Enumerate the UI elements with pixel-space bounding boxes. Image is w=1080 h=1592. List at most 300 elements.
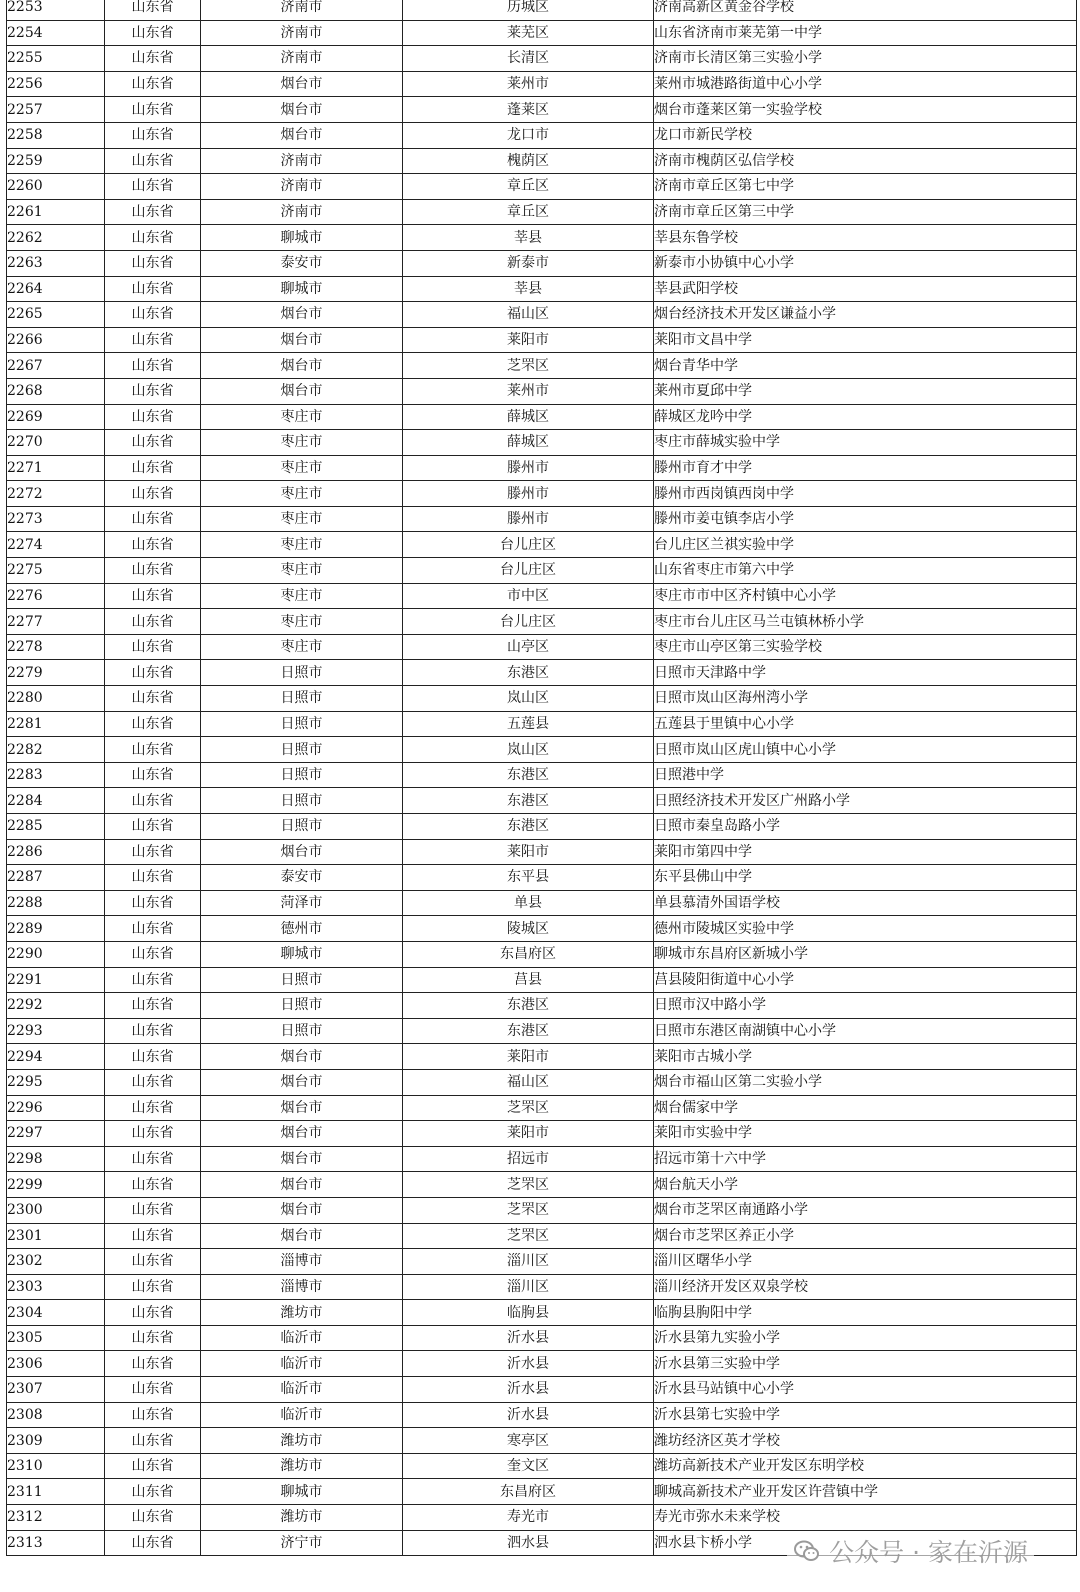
district-cell: 台儿庄区 [403, 609, 654, 635]
district-cell: 岚山区 [403, 737, 654, 763]
row-number-cell: 2280 [7, 686, 105, 712]
school-name-cell: 日照港中学 [654, 762, 1077, 788]
school-list-table [6, 0, 1077, 1556]
district-cell: 招远市 [403, 1146, 654, 1172]
table-row [7, 1274, 1077, 1300]
school-name-cell: 招远市第十六中学 [654, 1146, 1077, 1172]
table-row [7, 148, 1077, 174]
school-name-cell: 潍坊高新技术产业开发区东明学校 [654, 1453, 1077, 1479]
table-row [7, 737, 1077, 763]
city-cell: 枣庄市 [201, 634, 403, 660]
row-number-cell: 2296 [7, 1095, 105, 1121]
row-number-cell: 2254 [7, 20, 105, 46]
province-cell: 山东省 [105, 1300, 201, 1326]
school-name-cell: 沂水县第九实验小学 [654, 1325, 1077, 1351]
row-number-cell: 2279 [7, 660, 105, 686]
row-number-cell: 2274 [7, 532, 105, 558]
school-name-cell: 烟台儒家中学 [654, 1095, 1077, 1121]
district-cell: 莱阳市 [403, 1044, 654, 1070]
row-number-cell: 2297 [7, 1121, 105, 1147]
school-name-cell: 枣庄市台儿庄区马兰屯镇林桥小学 [654, 609, 1077, 635]
school-name-cell: 潍坊经济区英才学校 [654, 1428, 1077, 1454]
row-number-cell: 2270 [7, 430, 105, 456]
district-cell: 莱阳市 [403, 839, 654, 865]
province-cell: 山东省 [105, 1530, 201, 1556]
city-cell: 日照市 [201, 660, 403, 686]
wechat-icon [793, 1537, 821, 1565]
province-cell: 山东省 [105, 890, 201, 916]
district-cell: 龙口市 [403, 122, 654, 148]
district-cell: 东平县 [403, 865, 654, 891]
row-number-cell: 2300 [7, 1197, 105, 1223]
table-row [7, 1351, 1077, 1377]
province-cell: 山东省 [105, 1095, 201, 1121]
table-row [7, 71, 1077, 97]
table-row [7, 634, 1077, 660]
school-name-cell: 台儿庄区兰祺实验中学 [654, 532, 1077, 558]
province-cell: 山东省 [105, 481, 201, 507]
row-number-cell: 2298 [7, 1146, 105, 1172]
row-number-cell: 2276 [7, 583, 105, 609]
watermark [787, 1531, 1034, 1571]
district-cell: 章丘区 [403, 199, 654, 225]
province-cell: 山东省 [105, 1018, 201, 1044]
row-number-cell: 2269 [7, 404, 105, 430]
province-cell: 山东省 [105, 327, 201, 353]
province-cell: 山东省 [105, 404, 201, 430]
row-number-cell: 2306 [7, 1351, 105, 1377]
table-row [7, 788, 1077, 814]
city-cell: 济南市 [201, 148, 403, 174]
district-cell: 莒县 [403, 967, 654, 993]
province-cell: 山东省 [105, 1453, 201, 1479]
row-number-cell: 2262 [7, 225, 105, 251]
district-cell: 东港区 [403, 1018, 654, 1044]
province-cell: 山东省 [105, 916, 201, 942]
table-row [7, 1069, 1077, 1095]
row-number-cell: 2302 [7, 1249, 105, 1275]
district-cell: 市中区 [403, 583, 654, 609]
district-cell: 章丘区 [403, 174, 654, 200]
row-number-cell: 2285 [7, 814, 105, 840]
city-cell: 烟台市 [201, 327, 403, 353]
table-row [7, 890, 1077, 916]
city-cell: 日照市 [201, 711, 403, 737]
city-cell: 枣庄市 [201, 506, 403, 532]
row-number-cell: 2304 [7, 1300, 105, 1326]
city-cell: 枣庄市 [201, 481, 403, 507]
district-cell: 临朐县 [403, 1300, 654, 1326]
school-name-cell: 日照市秦皇岛路小学 [654, 814, 1077, 840]
school-name-cell: 烟台市芝罘区南通路小学 [654, 1197, 1077, 1223]
district-cell: 沂水县 [403, 1402, 654, 1428]
province-cell: 山东省 [105, 1249, 201, 1275]
table-row [7, 97, 1077, 123]
row-number-cell: 2294 [7, 1044, 105, 1070]
row-number-cell: 2289 [7, 916, 105, 942]
table-row [7, 1479, 1077, 1505]
row-number-cell: 2267 [7, 353, 105, 379]
watermark-text: 公众号 · 家在沂源 [829, 1538, 1028, 1567]
school-name-cell: 枣庄市市中区齐村镇中心小学 [654, 583, 1077, 609]
school-name-cell: 日照市岚山区虎山镇中心小学 [654, 737, 1077, 763]
district-cell: 芝罘区 [403, 1095, 654, 1121]
city-cell: 烟台市 [201, 1121, 403, 1147]
city-cell: 济南市 [201, 199, 403, 225]
table-row [7, 250, 1077, 276]
city-cell: 聊城市 [201, 1479, 403, 1505]
school-name-cell: 沂水县第三实验中学 [654, 1351, 1077, 1377]
province-cell: 山东省 [105, 1121, 201, 1147]
city-cell: 日照市 [201, 1018, 403, 1044]
table-row [7, 1377, 1077, 1403]
district-cell: 滕州市 [403, 455, 654, 481]
table-row [7, 430, 1077, 456]
district-cell: 槐荫区 [403, 148, 654, 174]
school-name-cell: 莱阳市古城小学 [654, 1044, 1077, 1070]
province-cell: 山东省 [105, 148, 201, 174]
district-cell: 岚山区 [403, 686, 654, 712]
district-cell: 长清区 [403, 46, 654, 72]
row-number-cell: 2273 [7, 506, 105, 532]
province-cell: 山东省 [105, 558, 201, 584]
city-cell: 济南市 [201, 174, 403, 200]
district-cell: 芝罘区 [403, 1197, 654, 1223]
city-cell: 济南市 [201, 0, 403, 20]
province-cell: 山东省 [105, 378, 201, 404]
province-cell: 山东省 [105, 1505, 201, 1531]
row-number-cell: 2287 [7, 865, 105, 891]
school-name-cell: 日照经济技术开发区广州路小学 [654, 788, 1077, 814]
table-row [7, 378, 1077, 404]
row-number-cell: 2313 [7, 1530, 105, 1556]
row-number-cell: 2282 [7, 737, 105, 763]
province-cell: 山东省 [105, 1402, 201, 1428]
city-cell: 日照市 [201, 814, 403, 840]
table-row [7, 1146, 1077, 1172]
table-row [7, 276, 1077, 302]
table-row [7, 1172, 1077, 1198]
table-row [7, 814, 1077, 840]
province-cell: 山东省 [105, 1146, 201, 1172]
city-cell: 泰安市 [201, 865, 403, 891]
district-cell: 沂水县 [403, 1325, 654, 1351]
row-number-cell: 2264 [7, 276, 105, 302]
city-cell: 烟台市 [201, 1172, 403, 1198]
table-row [7, 583, 1077, 609]
district-cell: 沂水县 [403, 1351, 654, 1377]
school-name-cell: 烟台市芝罘区养正小学 [654, 1223, 1077, 1249]
school-name-cell: 淄川经济开发区双泉学校 [654, 1274, 1077, 1300]
table-row [7, 0, 1077, 20]
row-number-cell: 2284 [7, 788, 105, 814]
table-row [7, 404, 1077, 430]
district-cell: 福山区 [403, 1069, 654, 1095]
school-name-cell: 沂水县第七实验中学 [654, 1402, 1077, 1428]
city-cell: 济南市 [201, 20, 403, 46]
district-cell: 五莲县 [403, 711, 654, 737]
province-cell: 山东省 [105, 839, 201, 865]
school-name-cell: 临朐县朐阳中学 [654, 1300, 1077, 1326]
district-cell: 福山区 [403, 302, 654, 328]
province-cell: 山东省 [105, 686, 201, 712]
district-cell: 东昌府区 [403, 1479, 654, 1505]
row-number-cell: 2305 [7, 1325, 105, 1351]
district-cell: 奎文区 [403, 1453, 654, 1479]
city-cell: 烟台市 [201, 122, 403, 148]
row-number-cell: 2265 [7, 302, 105, 328]
city-cell: 潍坊市 [201, 1300, 403, 1326]
row-number-cell: 2291 [7, 967, 105, 993]
school-name-cell: 烟台经济技术开发区谦益小学 [654, 302, 1077, 328]
city-cell: 烟台市 [201, 1069, 403, 1095]
row-number-cell: 2261 [7, 199, 105, 225]
school-name-cell: 德州市陵城区实验中学 [654, 916, 1077, 942]
row-number-cell: 2268 [7, 378, 105, 404]
school-name-cell: 单县慕清外国语学校 [654, 890, 1077, 916]
province-cell: 山东省 [105, 71, 201, 97]
province-cell: 山东省 [105, 1044, 201, 1070]
province-cell: 山东省 [105, 762, 201, 788]
row-number-cell: 2290 [7, 941, 105, 967]
table-row [7, 865, 1077, 891]
district-cell: 蓬莱区 [403, 97, 654, 123]
city-cell: 枣庄市 [201, 558, 403, 584]
school-name-cell: 莘县武阳学校 [654, 276, 1077, 302]
table-row [7, 558, 1077, 584]
district-cell: 淄川区 [403, 1249, 654, 1275]
row-number-cell: 2272 [7, 481, 105, 507]
school-name-cell: 五莲县于里镇中心小学 [654, 711, 1077, 737]
city-cell: 烟台市 [201, 97, 403, 123]
province-cell: 山东省 [105, 865, 201, 891]
school-name-cell: 莱州市夏邱中学 [654, 378, 1077, 404]
school-name-cell: 日照市岚山区海州湾小学 [654, 686, 1077, 712]
row-number-cell: 2253 [7, 0, 105, 20]
row-number-cell: 2308 [7, 1402, 105, 1428]
row-number-cell: 2311 [7, 1479, 105, 1505]
district-cell: 泗水县 [403, 1530, 654, 1556]
province-cell: 山东省 [105, 20, 201, 46]
table-row [7, 762, 1077, 788]
city-cell: 烟台市 [201, 1095, 403, 1121]
city-cell: 烟台市 [201, 1197, 403, 1223]
city-cell: 烟台市 [201, 1146, 403, 1172]
district-cell: 滕州市 [403, 506, 654, 532]
row-number-cell: 2260 [7, 174, 105, 200]
school-name-cell: 新泰市小协镇中心小学 [654, 250, 1077, 276]
school-name-cell: 莱阳市第四中学 [654, 839, 1077, 865]
city-cell: 菏泽市 [201, 890, 403, 916]
city-cell: 淄博市 [201, 1274, 403, 1300]
school-name-cell: 莱阳市文昌中学 [654, 327, 1077, 353]
province-cell: 山东省 [105, 967, 201, 993]
school-name-cell: 日照市汉中路小学 [654, 993, 1077, 1019]
province-cell: 山东省 [105, 1479, 201, 1505]
district-cell: 山亭区 [403, 634, 654, 660]
province-cell: 山东省 [105, 1197, 201, 1223]
row-number-cell: 2301 [7, 1223, 105, 1249]
table-row [7, 302, 1077, 328]
city-cell: 日照市 [201, 967, 403, 993]
district-cell: 滕州市 [403, 481, 654, 507]
row-number-cell: 2309 [7, 1428, 105, 1454]
school-name-cell: 莱州市城港路街道中心小学 [654, 71, 1077, 97]
school-name-cell: 莱阳市实验中学 [654, 1121, 1077, 1147]
province-cell: 山东省 [105, 430, 201, 456]
province-cell: 山东省 [105, 1223, 201, 1249]
table-row [7, 122, 1077, 148]
school-name-cell: 滕州市姜屯镇李店小学 [654, 506, 1077, 532]
city-cell: 济宁市 [201, 1530, 403, 1556]
school-name-cell: 聊城市东昌府区新城小学 [654, 941, 1077, 967]
school-name-cell: 济南高新区黄金谷学校 [654, 0, 1077, 20]
city-cell: 日照市 [201, 686, 403, 712]
province-cell: 山东省 [105, 46, 201, 72]
row-number-cell: 2295 [7, 1069, 105, 1095]
school-name-cell: 枣庄市薛城实验中学 [654, 430, 1077, 456]
table-row [7, 993, 1077, 1019]
row-number-cell: 2278 [7, 634, 105, 660]
table-row [7, 1428, 1077, 1454]
table-row [7, 916, 1077, 942]
row-number-cell: 2275 [7, 558, 105, 584]
province-cell: 山东省 [105, 1274, 201, 1300]
district-cell: 单县 [403, 890, 654, 916]
school-name-cell: 沂水县马站镇中心小学 [654, 1377, 1077, 1403]
table-row [7, 1453, 1077, 1479]
table-row [7, 1249, 1077, 1275]
table-body [7, 0, 1077, 1556]
district-cell: 莱州市 [403, 378, 654, 404]
city-cell: 潍坊市 [201, 1428, 403, 1454]
province-cell: 山东省 [105, 1069, 201, 1095]
district-cell: 芝罘区 [403, 1172, 654, 1198]
row-number-cell: 2293 [7, 1018, 105, 1044]
table-row [7, 1095, 1077, 1121]
province-cell: 山东省 [105, 532, 201, 558]
city-cell: 烟台市 [201, 1223, 403, 1249]
table-row [7, 660, 1077, 686]
province-cell: 山东省 [105, 0, 201, 20]
row-number-cell: 2255 [7, 46, 105, 72]
table-row [7, 353, 1077, 379]
province-cell: 山东省 [105, 199, 201, 225]
city-cell: 聊城市 [201, 276, 403, 302]
table-row [7, 1505, 1077, 1531]
row-number-cell: 2286 [7, 839, 105, 865]
row-number-cell: 2277 [7, 609, 105, 635]
table-row [7, 1300, 1077, 1326]
city-cell: 枣庄市 [201, 583, 403, 609]
school-name-cell: 滕州市西岗镇西岗中学 [654, 481, 1077, 507]
table-row [7, 327, 1077, 353]
row-number-cell: 2303 [7, 1274, 105, 1300]
city-cell: 枣庄市 [201, 455, 403, 481]
district-cell: 莱阳市 [403, 1121, 654, 1147]
province-cell: 山东省 [105, 814, 201, 840]
row-number-cell: 2259 [7, 148, 105, 174]
district-cell: 莱州市 [403, 71, 654, 97]
row-number-cell: 2310 [7, 1453, 105, 1479]
province-cell: 山东省 [105, 583, 201, 609]
city-cell: 淄博市 [201, 1249, 403, 1275]
school-name-cell: 烟台航天小学 [654, 1172, 1077, 1198]
row-number-cell: 2312 [7, 1505, 105, 1531]
district-cell: 新泰市 [403, 250, 654, 276]
school-name-cell: 淄川区曙华小学 [654, 1249, 1077, 1275]
province-cell: 山东省 [105, 455, 201, 481]
table-row [7, 839, 1077, 865]
province-cell: 山东省 [105, 1377, 201, 1403]
province-cell: 山东省 [105, 174, 201, 200]
province-cell: 山东省 [105, 353, 201, 379]
table-row [7, 1121, 1077, 1147]
district-cell: 东昌府区 [403, 941, 654, 967]
district-cell: 东港区 [403, 993, 654, 1019]
district-cell: 莘县 [403, 225, 654, 251]
table-row [7, 941, 1077, 967]
province-cell: 山东省 [105, 1428, 201, 1454]
table-row [7, 609, 1077, 635]
district-cell: 芝罘区 [403, 353, 654, 379]
city-cell: 泰安市 [201, 250, 403, 276]
table-row [7, 20, 1077, 46]
district-cell: 东港区 [403, 660, 654, 686]
school-name-cell: 聊城高新技术产业开发区许营镇中学 [654, 1479, 1077, 1505]
city-cell: 枣庄市 [201, 609, 403, 635]
province-cell: 山东省 [105, 711, 201, 737]
province-cell: 山东省 [105, 506, 201, 532]
city-cell: 临沂市 [201, 1377, 403, 1403]
table-row [7, 225, 1077, 251]
city-cell: 烟台市 [201, 71, 403, 97]
district-cell: 寒亭区 [403, 1428, 654, 1454]
province-cell: 山东省 [105, 225, 201, 251]
city-cell: 日照市 [201, 788, 403, 814]
province-cell: 山东省 [105, 97, 201, 123]
table-row [7, 1223, 1077, 1249]
school-name-cell: 寿光市弥水未来学校 [654, 1505, 1077, 1531]
table-row [7, 967, 1077, 993]
table-row [7, 481, 1077, 507]
school-name-cell: 莘县东鲁学校 [654, 225, 1077, 251]
province-cell: 山东省 [105, 660, 201, 686]
table-row [7, 532, 1077, 558]
table-row [7, 1325, 1077, 1351]
district-cell: 莘县 [403, 276, 654, 302]
province-cell: 山东省 [105, 609, 201, 635]
row-number-cell: 2283 [7, 762, 105, 788]
school-name-cell: 莒县陵阳街道中心小学 [654, 967, 1077, 993]
row-number-cell: 2299 [7, 1172, 105, 1198]
school-name-cell: 薛城区龙吟中学 [654, 404, 1077, 430]
province-cell: 山东省 [105, 1172, 201, 1198]
school-name-cell: 日照市天津路中学 [654, 660, 1077, 686]
table-row [7, 199, 1077, 225]
province-cell: 山东省 [105, 993, 201, 1019]
district-cell: 东港区 [403, 788, 654, 814]
table-row [7, 455, 1077, 481]
district-cell: 寿光市 [403, 1505, 654, 1531]
district-cell: 台儿庄区 [403, 558, 654, 584]
city-cell: 德州市 [201, 916, 403, 942]
table-row [7, 1018, 1077, 1044]
province-cell: 山东省 [105, 302, 201, 328]
district-cell: 陵城区 [403, 916, 654, 942]
table-row [7, 1197, 1077, 1223]
school-name-cell: 滕州市育才中学 [654, 455, 1077, 481]
